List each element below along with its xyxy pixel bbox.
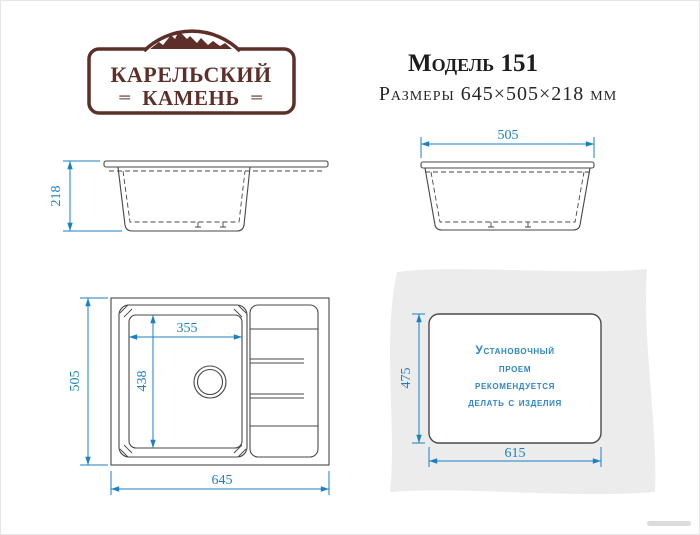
end-section-view — [421, 128, 594, 230]
overall-depth-dimension — [68, 298, 108, 465]
model-title: Модель 151 — [408, 50, 538, 77]
spec-drawing-canvas — [1, 1, 700, 535]
note-line-2: проем — [498, 361, 532, 375]
end-width-value: 505 — [497, 128, 519, 143]
note-line-3: рекомендуется — [475, 378, 555, 392]
cutout-view — [390, 269, 655, 494]
logo-line2: КАМЕНЬ — [142, 86, 240, 110]
front-bowl-outline — [118, 167, 250, 231]
end-rim-plate — [421, 162, 594, 168]
end-drain-marks — [488, 222, 531, 227]
overall-dimensions: Размеры 645×505×218 мм — [378, 83, 618, 105]
front-hidden-bowl-inner — [123, 171, 245, 222]
plan-view — [68, 298, 329, 495]
brand-logo — [89, 31, 294, 113]
end-width-dimension — [421, 128, 594, 158]
logo-ornament-right-icon: ═ — [251, 90, 263, 106]
overall-depth-value: 505 — [68, 370, 83, 392]
overall-width-dimension — [111, 471, 329, 495]
end-bowl-outline — [425, 168, 590, 230]
front-height-dimension — [49, 161, 122, 231]
front-section-view — [49, 161, 328, 231]
cutout-width-value: 615 — [504, 446, 526, 461]
bowl-width-value: 355 — [176, 321, 198, 336]
front-rim-plate — [104, 161, 328, 167]
note-line-1: Установочный — [475, 343, 555, 357]
bowl-length-value: 438 — [135, 370, 150, 392]
logo-line1: КАРЕЛЬСКИЙ — [110, 62, 272, 87]
front-drain-marks — [195, 222, 226, 227]
height-value: 218 — [49, 185, 64, 207]
note-line-4: делать с изделия — [468, 395, 562, 409]
cutout-height-value: 475 — [399, 367, 414, 389]
header — [379, 50, 617, 105]
watermark — [647, 521, 691, 526]
end-hidden-bowl-inner — [431, 172, 584, 222]
overall-width-value: 645 — [211, 473, 233, 488]
logo-ornament-left-icon: ═ — [119, 90, 131, 106]
